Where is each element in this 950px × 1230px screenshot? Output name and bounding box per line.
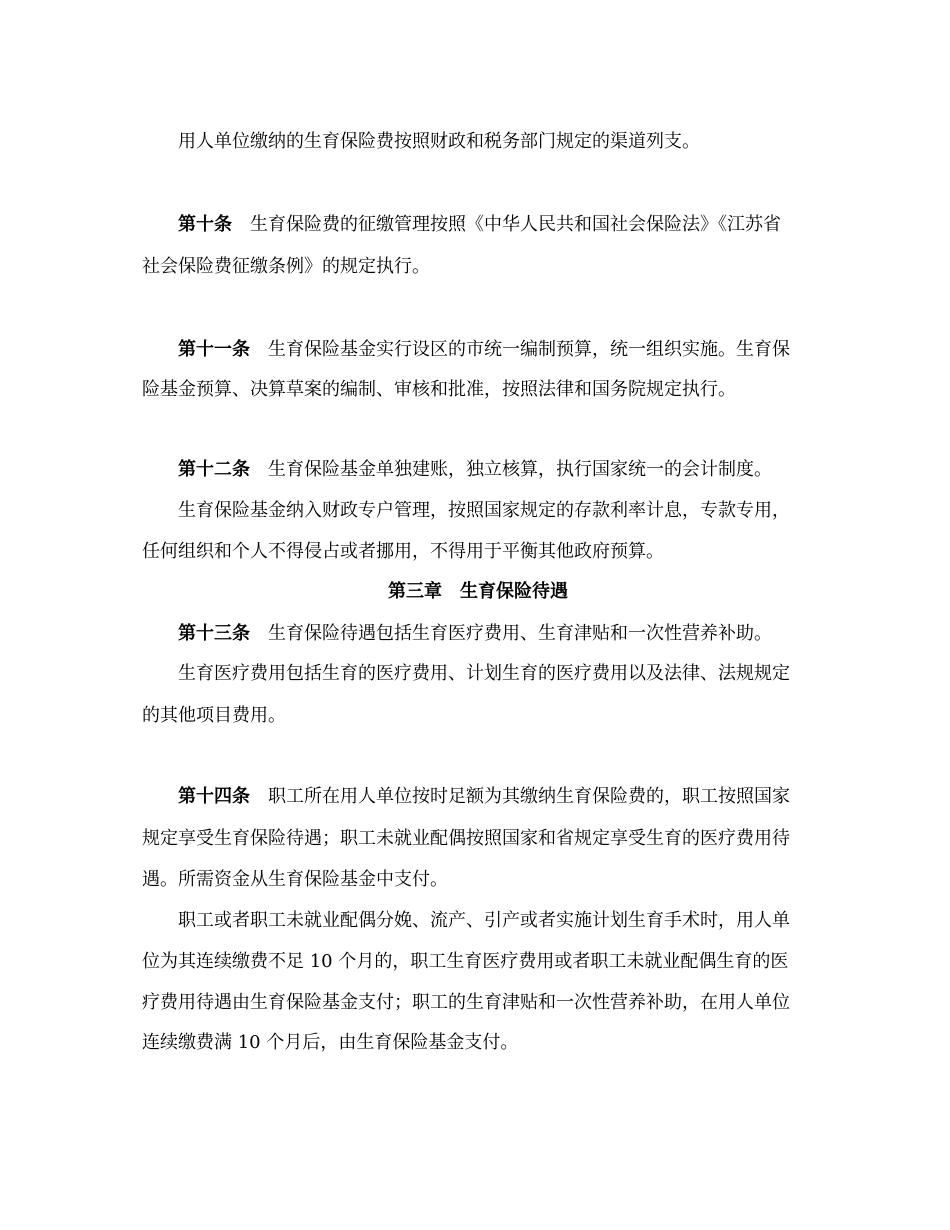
article-label: 第十一条: [178, 339, 250, 360]
paragraph-line: [142, 499, 814, 523]
paragraph-text: 位为其连续缴费不足 10 个月的，职工生育医疗费用或者职工未就业配偶生育的医: [142, 951, 789, 972]
paragraph-text: 社会保险费征缴条例》的规定执行。: [142, 256, 430, 277]
paragraph-text: 连续缴费满 10 个月后，由生育保险基金支付。: [142, 1032, 519, 1053]
paragraph-text: 遇。所需资金从生育保险基金中支付。: [142, 869, 448, 890]
paragraph-line: [142, 950, 814, 974]
paragraph-line: [142, 868, 814, 892]
paragraph-text: 规定享受生育保险待遇；职工未就业配偶按照国家和省规定享受生育的医疗费用待: [142, 828, 790, 849]
article-10-line: [142, 213, 814, 237]
chapter-heading: 第三章 生育保险待遇: [388, 581, 568, 602]
article-14-line: [142, 785, 814, 809]
article-12-line: [142, 458, 814, 482]
paragraph-line: [142, 909, 814, 933]
paragraph-text: 生育保险基金单独建账，独立核算，执行国家统一的会计制度。: [268, 459, 772, 480]
article-11-line: [142, 338, 814, 362]
paragraph-line: [142, 704, 814, 728]
paragraph-line: [142, 827, 814, 851]
paragraph-text: 险基金预算、决算草案的编制、审核和批准，按照法律和国务院规定执行。: [142, 379, 736, 400]
article-label: 第十三条: [178, 623, 250, 644]
paragraph-text: 用人单位缴纳的生育保险费按照财政和税务部门规定的渠道列支。: [178, 131, 700, 152]
paragraph-line: [142, 991, 814, 1015]
paragraph-line: [142, 255, 814, 279]
paragraph-text: 生育保险费的征缴管理按照《中华人民共和国社会保险法》《江苏省: [250, 214, 781, 235]
article-label: 第十二条: [178, 459, 250, 480]
paragraph-text: 生育保险待遇包括生育医疗费用、生育津贴和一次性营养补助。: [268, 623, 772, 644]
paragraph-line: [142, 130, 814, 154]
paragraph-text: 生育医疗费用包括生育的医疗费用、计划生育的医疗费用以及法律、法规规定: [178, 663, 790, 684]
paragraph-text: 职工所在用人单位按时足额为其缴纳生育保险费的，职工按照国家: [268, 786, 790, 807]
paragraph-text: 任何组织和个人不得侵占或者挪用，不得用于平衡其他政府预算。: [142, 541, 664, 562]
article-label: 第十条: [178, 214, 232, 235]
paragraph-text: 生育保险基金纳入财政专户管理，按照国家规定的存款利率计息，专款专用，: [178, 500, 790, 521]
paragraph-text: 职工或者职工未就业配偶分娩、流产、引产或者实施计划生育手术时，用人单: [178, 910, 790, 931]
paragraph-line: [142, 1031, 814, 1055]
paragraph-text: 生育保险基金实行设区的市统一编制预算，统一组织实施。生育保: [268, 339, 790, 360]
article-label: 第十四条: [178, 786, 250, 807]
paragraph-line: [142, 662, 814, 686]
article-13-line: [142, 622, 814, 646]
paragraph-text: 疗费用待遇由生育保险基金支付；职工的生育津贴和一次性营养补助，在用人单位: [142, 992, 790, 1013]
paragraph-line: [142, 378, 814, 402]
paragraph-text: 的其他项目费用。: [142, 705, 286, 726]
paragraph-line: [142, 540, 814, 564]
